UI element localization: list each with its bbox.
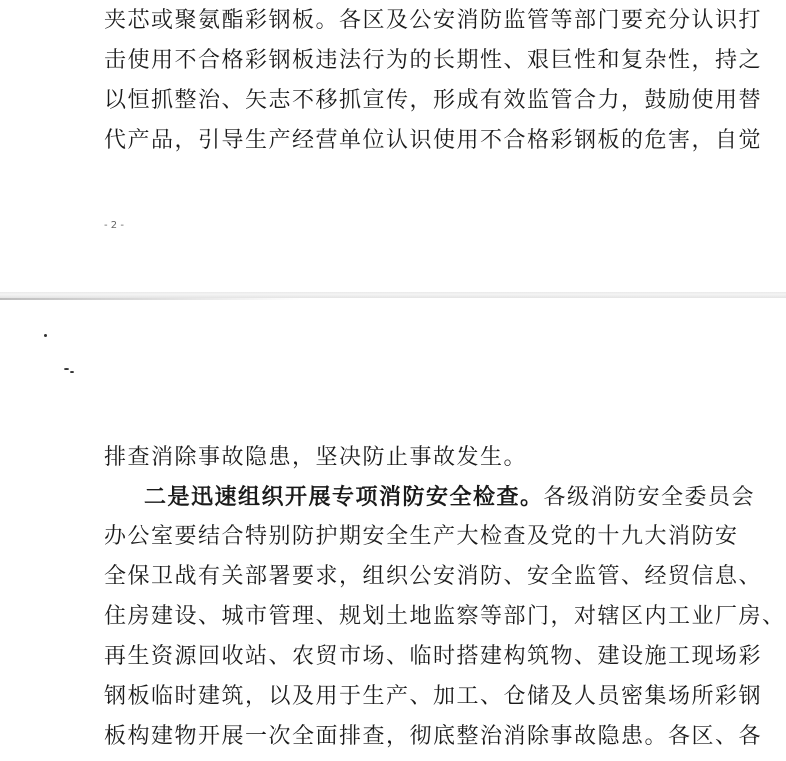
document-page-bottom (0, 298, 786, 761)
page-number: - 2 - (104, 220, 124, 231)
scan-speck (70, 371, 74, 373)
scan-speck (44, 334, 47, 337)
paragraph-first-line (144, 482, 755, 513)
text-line: 钢板临时建筑，以及用于生产、加工、仓储及人员密集场所彩钢 (104, 684, 763, 709)
paragraph-first-line-text: 各级消防安全委员会 (543, 485, 756, 510)
text-line: 击使用不合格彩钢板违法行为的长期性、艰巨性和复杂性，持之 (104, 48, 763, 73)
text-line: 全保卫战有关部署要求，组织公安消防、安全监管、经贸信息、 (104, 564, 763, 589)
paragraph-heading: 二是迅速组织开展专项消防安全检查。 (144, 484, 544, 510)
text-line: 住房建设、城市管理、规划土地监察等部门，对辖区内工业厂房、 (104, 604, 786, 629)
document-page-top (0, 0, 786, 292)
scan-edge-shadow (0, 298, 300, 300)
text-line: 再生资源回收站、农贸市场、临时搭建构筑物、建设施工现场彩 (104, 644, 763, 669)
text-line: 以恒抓整治、矢志不移抓宣传，形成有效监管合力，鼓励使用替 (104, 88, 763, 113)
text-line: 办公室要结合特别防护期安全生产大检查及党的十九大消防安 (104, 524, 739, 549)
scan-speck (64, 368, 69, 370)
text-line: 夹芯或聚氨酯彩钢板。各区及公安消防监管等部门要充分认识打 (104, 8, 763, 33)
text-line: 代产品，引导生产经营单位认识使用不合格彩钢板的危害，自觉 (104, 128, 763, 153)
text-line: 排查消除事故隐患，坚决防止事故发生。 (104, 445, 528, 470)
text-line: 板构建物开展一次全面排查，彻底整治消除事故隐患。各区、各 (104, 724, 763, 749)
